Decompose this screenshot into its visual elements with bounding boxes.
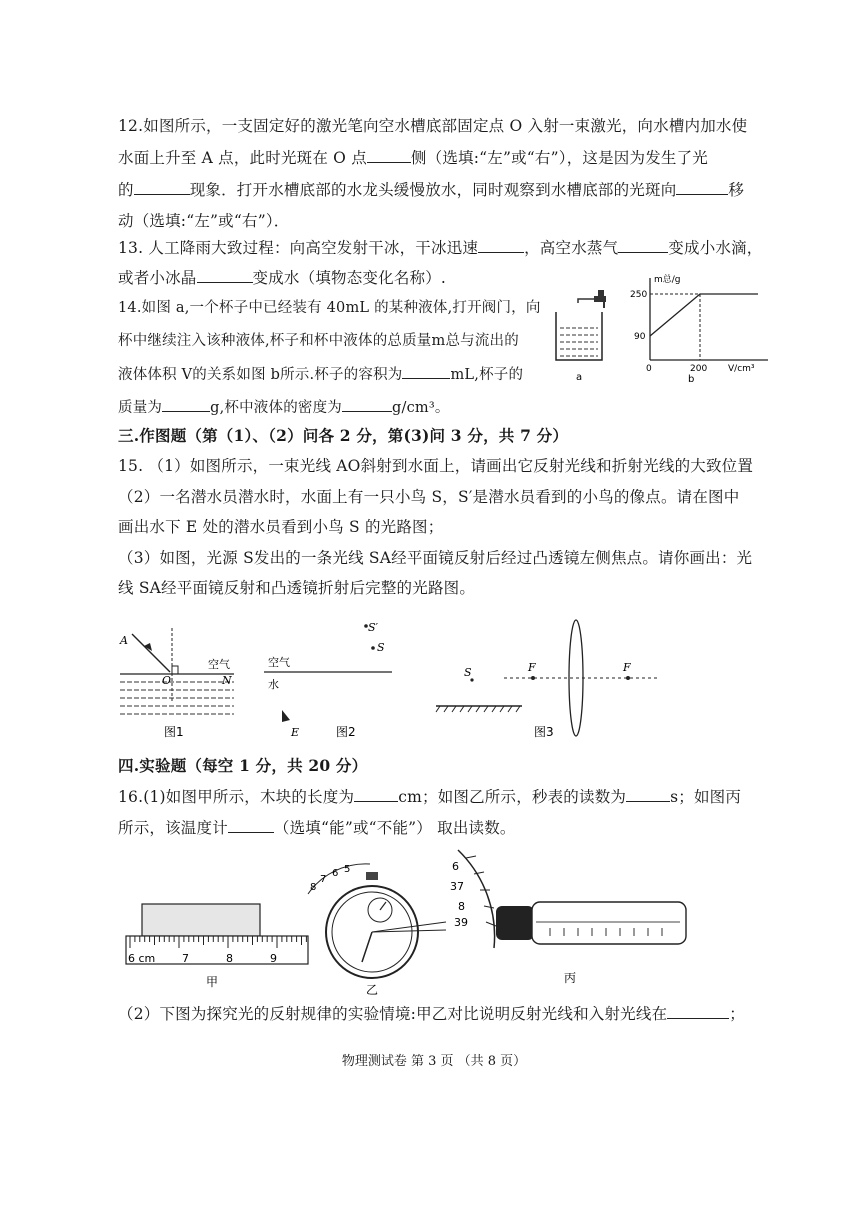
q15-line4: （3）如图，光源 S发出的一条光线 SA经平面镜反射后经过凸透镜左侧焦点。请你画出：光 <box>118 549 753 567</box>
q16-blank-2[interactable] <box>626 787 670 802</box>
q14-line3 <box>118 364 523 385</box>
q12-line2-a: 水面上升至 A 点，此时光斑在 O 点 <box>118 149 367 167</box>
ruler-label-9: 9 <box>270 952 277 965</box>
q12-line3-b: 现象．打开水槽底部的水龙头缓慢放水，同时观察到水槽底部的光斑向 <box>189 181 677 199</box>
q16-line3 <box>118 1004 745 1024</box>
ruler-label-8: 8 <box>226 952 233 965</box>
q12-line3 <box>118 180 744 200</box>
fig1-O: O <box>162 674 172 687</box>
q14-line2: 杯中继续注入该种液体,杯子和杯中液体的总质量m总与流出的 <box>118 333 519 349</box>
q12-line2-b: 侧（选填:“左”或“右”），这是因为发生了光 <box>410 149 708 167</box>
q15-line5: 线 SA经平面镜反射和凸透镜折射后完整的光路图。 <box>118 579 476 597</box>
q16-line2-b: （选填“能”或“不能”） 取出读数。 <box>273 819 516 837</box>
q14-blank-3[interactable] <box>342 397 392 412</box>
q14-line4 <box>118 397 450 418</box>
q16-line1-b: cm；如图乙所示，秒表的读数为 <box>398 788 627 806</box>
q12-line1: 12.如图所示，一支固定好的激光笔向空水槽底部固定点 O 入射一束激光，向水槽内加水使 <box>118 117 748 135</box>
graph-xlabel: V/cm³ <box>728 364 755 374</box>
thermo-scale-37: 37 <box>450 880 464 893</box>
q14-line3-b: mL,杯子的 <box>450 367 524 383</box>
q16-line3-text: （2）下图为探究光的反射规律的实验情境:甲乙对比说明反射光线和入射光线在 <box>118 1005 668 1023</box>
q16-blank-3[interactable] <box>228 818 274 833</box>
q16-line3-end: ； <box>729 1005 745 1023</box>
watch-scale-7: 7 <box>320 874 327 885</box>
q14-figure-a <box>548 282 618 382</box>
q13-line1-c: 变成小水滴， <box>668 239 763 257</box>
fig-a-label: a <box>576 372 583 382</box>
q16-line1 <box>118 787 741 807</box>
q16-line1-c: s；如图丙 <box>670 788 742 806</box>
q12-line3-c: 移 <box>728 181 745 199</box>
q15-figure-1 <box>112 626 242 744</box>
q16-thermometer-figure <box>440 848 692 988</box>
fig2-E: E <box>291 726 300 739</box>
q12-line2 <box>118 148 708 168</box>
q16-line2 <box>118 818 516 838</box>
fig2-caption: 图2 <box>336 725 356 739</box>
q16-line1-a: 16.(1)如图甲所示，木块的长度为 <box>118 788 355 806</box>
q13-line1 <box>118 238 763 258</box>
q12-line4: 动（选填:“左”或“右”）． <box>118 212 290 230</box>
fig3-F-right: F <box>623 661 631 674</box>
page-footer: 物理测试卷 第 3 页 （共 8 页） <box>341 1054 527 1069</box>
thermo-scale-39: 39 <box>454 916 468 929</box>
fig2-S: S <box>377 641 385 654</box>
q14-blank-2[interactable] <box>162 397 210 412</box>
q13-line1-b: ，高空水蒸气 <box>524 239 619 257</box>
fig2-S-prime: S′ <box>368 621 379 634</box>
q12-blank-3[interactable] <box>676 180 728 195</box>
q14-blank-1[interactable] <box>402 364 450 379</box>
watch-caption: 乙 <box>366 983 379 997</box>
ruler-label-7: 7 <box>182 952 189 965</box>
q13-line2 <box>118 268 446 288</box>
fig3-F-left: F <box>528 661 536 674</box>
q12-blank-1[interactable] <box>367 148 411 163</box>
graph-ytick-250: 250 <box>630 290 648 300</box>
q15-line2: （2）一名潜水员潜水时，水面上有一只小鸟 S，S′是潜水员看到的小鸟的像点。请在图中 <box>118 488 740 506</box>
q13-line1-a: 13. 人工降雨大致过程：向高空发射干冰，干冰迅速 <box>118 239 479 257</box>
q15-line1: 15. （1）如图所示，一束光线 AO斜射到水面上，请画出它反射光线和折射光线的大致位置 <box>118 457 754 475</box>
thermo-scale-8: 8 <box>458 900 465 913</box>
q13-blank-3[interactable] <box>197 268 253 283</box>
q13-line2-a: 或者小冰晶 <box>118 269 197 287</box>
section3-heading: 三.作图题（第（1）、（2）问各 2 分，第(3)问 3 分，共 7 分） <box>118 426 569 445</box>
graph-ytick-90: 90 <box>634 332 646 342</box>
q15-figure-3 <box>430 618 662 744</box>
q15-line3: 画出水下 E 处的潜水员看到小鸟 S 的光路图； <box>118 518 444 536</box>
q15-figure-2 <box>260 614 400 744</box>
fig2-water: 水 <box>268 678 279 691</box>
q14-line1: 14.如图 a,一个杯子中已经装有 40mL 的某种液体,打开阀门，向 <box>118 300 541 316</box>
thermo-scale-6: 6 <box>452 860 459 873</box>
fig1-caption: 图1 <box>164 725 184 739</box>
watch-scale-8: 8 <box>310 882 317 893</box>
q16-stopwatch-figure <box>300 860 450 998</box>
q14-figure-b <box>628 272 778 384</box>
watch-scale-5: 5 <box>344 864 351 875</box>
q13-line2-b: 变成水（填物态变化名称）. <box>252 269 447 287</box>
graph-ylabel: m总/g <box>654 275 681 285</box>
q16-blank-4[interactable] <box>667 1004 729 1019</box>
q16-ruler-figure <box>124 898 310 990</box>
graph-xtick-200: 200 <box>690 364 708 374</box>
fig1-air: 空气 <box>208 658 230 671</box>
ruler-caption: 甲 <box>206 975 219 989</box>
q14-line4-b: g,杯中液体的密度为 <box>210 400 342 416</box>
q13-blank-1[interactable] <box>478 238 524 253</box>
section4-heading: 四.实验题（每空 1 分，共 20 分） <box>118 756 368 775</box>
q16-line2-a: 所示，该温度计 <box>118 819 228 837</box>
thermo-caption: 丙 <box>564 971 577 985</box>
graph-xtick-0: 0 <box>646 364 652 374</box>
q14-line4-c: g/cm³。 <box>392 400 450 416</box>
q16-blank-1[interactable] <box>354 787 398 802</box>
fig3-caption: 图3 <box>534 725 554 739</box>
q14-line3-a: 液体体积 V的关系如图 b所示.杯子的容积为 <box>118 367 403 383</box>
fig2-air: 空气 <box>268 656 290 669</box>
q12-line3-a: 的 <box>118 181 134 199</box>
q14-line4-a: 质量为 <box>118 400 163 416</box>
q13-blank-2[interactable] <box>618 238 668 253</box>
watch-scale-6: 6 <box>332 868 339 879</box>
q12-blank-2[interactable] <box>134 180 190 195</box>
fig3-S: S <box>464 666 472 679</box>
fig1-A: A <box>120 634 128 647</box>
fig1-N: N <box>222 674 232 687</box>
fig-b-label: b <box>688 374 695 384</box>
ruler-label-6: 6 cm <box>128 952 156 965</box>
